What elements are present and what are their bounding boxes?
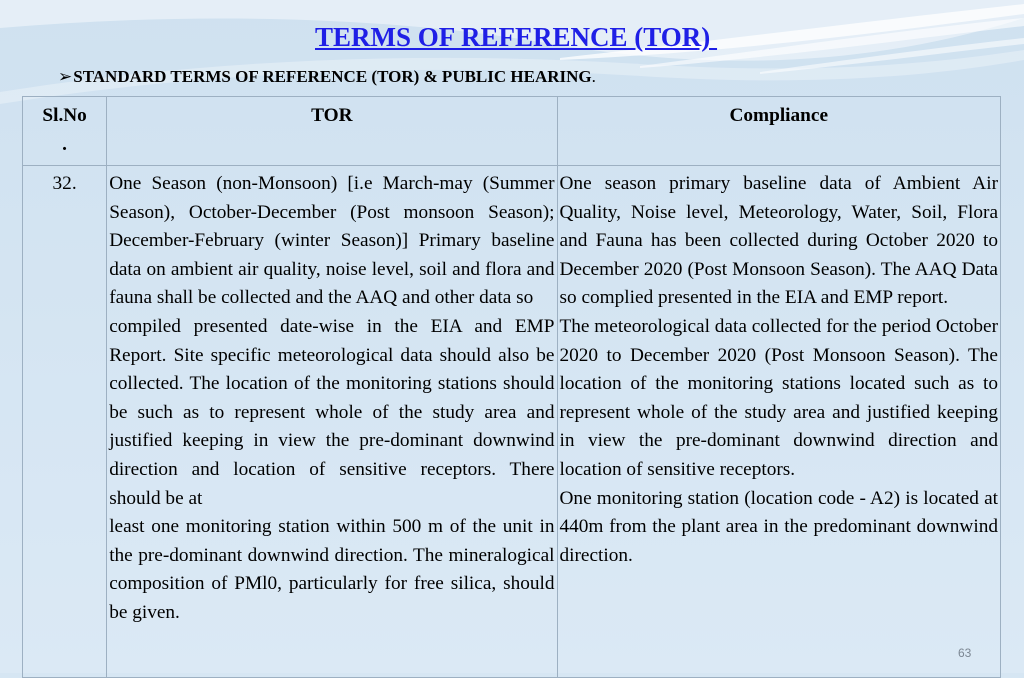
slide-title: TERMS OF REFERENCE (TOR) <box>315 22 718 52</box>
tor-paragraph-2: compiled presented date-wise in the EIA and EMP Report. Site specific meteorological data should also be collected. The location of the monitoring stations should be such as to represent whole of the study area and justified keeping in view the pre-dominant downwind direction and location of sensitive receptors. There should be at <box>109 315 555 509</box>
table-row <box>23 166 1001 678</box>
header-compliance-label: Compliance <box>729 105 829 126</box>
tor-paragraph-1: One Season (non-Monsoon) [i.e March-may (Summer Season), October-December (Post monsoon Season); December-February (winter Season)] Primary baseline data on ambient air quality, noise level, soil and flora and fauna shall be collected and the AAQ and other data so <box>109 173 555 309</box>
header-compliance <box>557 97 1001 166</box>
slide-subtitle <box>58 67 596 87</box>
cell-compliance <box>557 166 1001 678</box>
header-tor <box>107 97 557 166</box>
table-header-row <box>23 97 1001 166</box>
compliance-paragraph-1: One season primary baseline data of Ambient Air Quality, Noise level, Meteorology, Water, Soil, Flora and Fauna has been collected during October 2020 to December 2020 (Post Monsoon Season). The AAQ Data so complied presented in the EIA and EMP report. <box>559 173 998 309</box>
header-slno <box>23 97 107 166</box>
subtitle-period: . <box>591 67 596 86</box>
arrow-bullet-icon: ➢ <box>58 67 73 86</box>
header-slno-label: Sl.No . <box>42 105 87 155</box>
compliance-paragraph-3: One monitoring station (location code - A2) is located at 440m from the plant area in the predominant downwind direction. <box>559 487 998 566</box>
cell-slno <box>23 166 107 678</box>
cell-tor <box>107 166 557 678</box>
tor-paragraph-3: least one monitoring station within 500 m of the unit in the pre-dominant downwind direction. The mineralogical composition of PMl0, particularly for free silica, should be given. <box>109 516 555 623</box>
compliance-paragraph-2: The meteorological data collected for the period October 2020 to December 2020 (Post Monsoon Season). The location of the monitoring stations located such as to represent whole of the study area and justified keeping in view the pre-dominant downwind direction and location of sensitive receptors. <box>559 315 998 480</box>
tor-compliance-table <box>22 96 1001 678</box>
page-number: 63 <box>958 646 972 660</box>
header-tor-label: TOR <box>311 105 353 126</box>
subtitle-text: STANDARD TERMS OF REFERENCE (TOR) & PUBLIC HEARING <box>73 67 592 86</box>
row-slno: 32. <box>52 173 77 194</box>
